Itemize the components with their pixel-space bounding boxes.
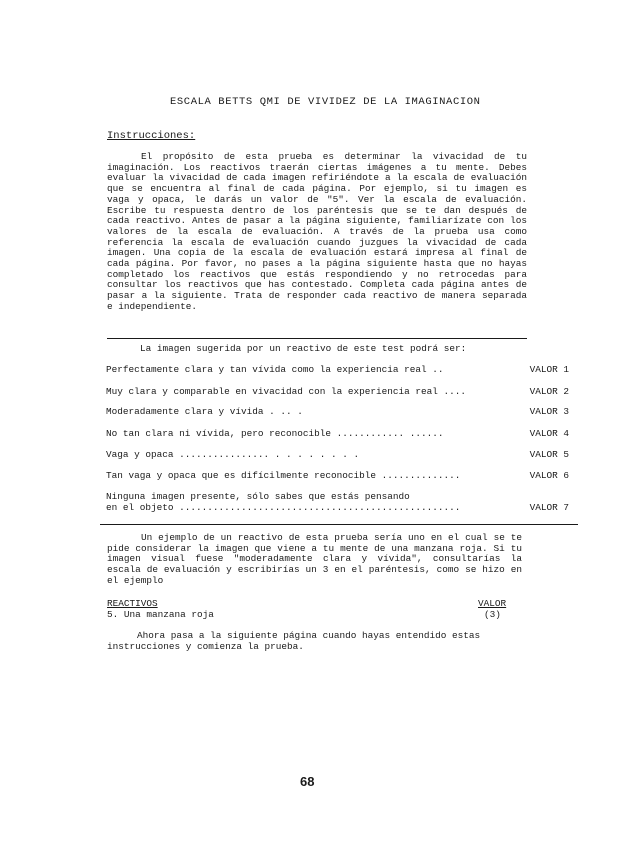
example-text: Un ejemplo de un reactivo de esta prueba sería uno en el cual se te pide considerar la imagen que viene a tu mente de una manzana roja. Si tu imagen visual fuese "moderadamente clara y vívida", consultarías la escala de evaluación y escribirías un 3 en el paréntesis, como se hizo en el ejemplo	[107, 532, 522, 586]
scale-label: Moderadamente clara y vívida . .. .	[106, 406, 303, 417]
scale-intro: La imagen sugerida por un reactivo de este test podrá ser:	[140, 343, 467, 354]
scale-value: VALOR 2	[529, 386, 569, 397]
scale-value: VALOR 3	[529, 406, 569, 417]
column-valor: VALOR	[478, 598, 507, 609]
example-item: 5. Una manzana roja	[107, 609, 214, 620]
scale-label-continued: en el objeto ..................................................	[106, 502, 461, 513]
scale-label: Vaga y opaca ................ . . . . . . . .	[106, 449, 360, 460]
scale-value: VALOR 1	[529, 364, 569, 375]
closing-text: Ahora pasa a la siguiente página cuando hayas entendido estas instrucciones y comienza la prueba.	[107, 630, 481, 652]
instructions-paragraph	[107, 152, 527, 313]
page-number: 68	[300, 774, 315, 789]
scale-value: VALOR 4	[529, 428, 569, 439]
document-title: ESCALA BETTS QMI DE VIVIDEZ DE LA IMAGINACION	[170, 96, 481, 108]
example-paragraph	[107, 533, 522, 587]
example-item-value: (3)	[484, 609, 501, 620]
scale-value: VALOR 7	[529, 502, 569, 513]
scale-value: VALOR 5	[529, 449, 569, 460]
scale-value: VALOR 6	[529, 470, 569, 481]
column-reactivos: REACTIVOS	[107, 598, 158, 609]
scale-row	[106, 491, 569, 513]
scale-label: Tan vaga y opaca que es difícilmente reconocible ..............	[106, 470, 461, 481]
scale-label: No tan clara ni vívida, pero reconocible ............ ......	[106, 428, 444, 439]
closing-paragraph	[107, 630, 527, 652]
instructions-text: El propósito de esta prueba es determinar la vivacidad de tu imaginación. Los reactivos traerán ciertas imágenes a tu mente. Debes evaluar la vivacidad de cada imagen refiriéndote a la escala de evaluación que se encuentra al final de cada página. Por ejemplo, si tu imagen es vaga y opaca, le darás un valor de "5". Ver la escala de evaluación. Escribe tu respuesta dentro de los paréntesis que se te dan después de cada reactivo. Antes de pasar a la página siguiente, familiarízate con los valores de la escala de evaluación. A través de la prueba usa como referencia la escala de evaluación cuando juzgues la vivacidad de cada imagen. Una copia de la escala de evaluación estará impresa al final de cada página. Por favor, no pases a la página siguiente hasta que no hayas completado los reactivos que estás respondiendo y no retrocedas para consultar los reactivos que has contestado. Completa cada página antes de pasar a la siguiente. Trata de responder cada reactivo de manera separada e independiente.	[107, 151, 527, 312]
instructions-heading: Instrucciones:	[107, 130, 196, 142]
scale-label: Muy clara y comparable en vivacidad con la experiencia real ....	[106, 386, 467, 397]
scale-label: Ninguna imagen presente, sólo sabes que estás pensando	[106, 491, 410, 502]
divider-bottom	[100, 524, 578, 525]
scale-label: Perfectamente clara y tan vívida como la experiencia real ..	[106, 364, 444, 375]
divider-top	[107, 338, 527, 339]
